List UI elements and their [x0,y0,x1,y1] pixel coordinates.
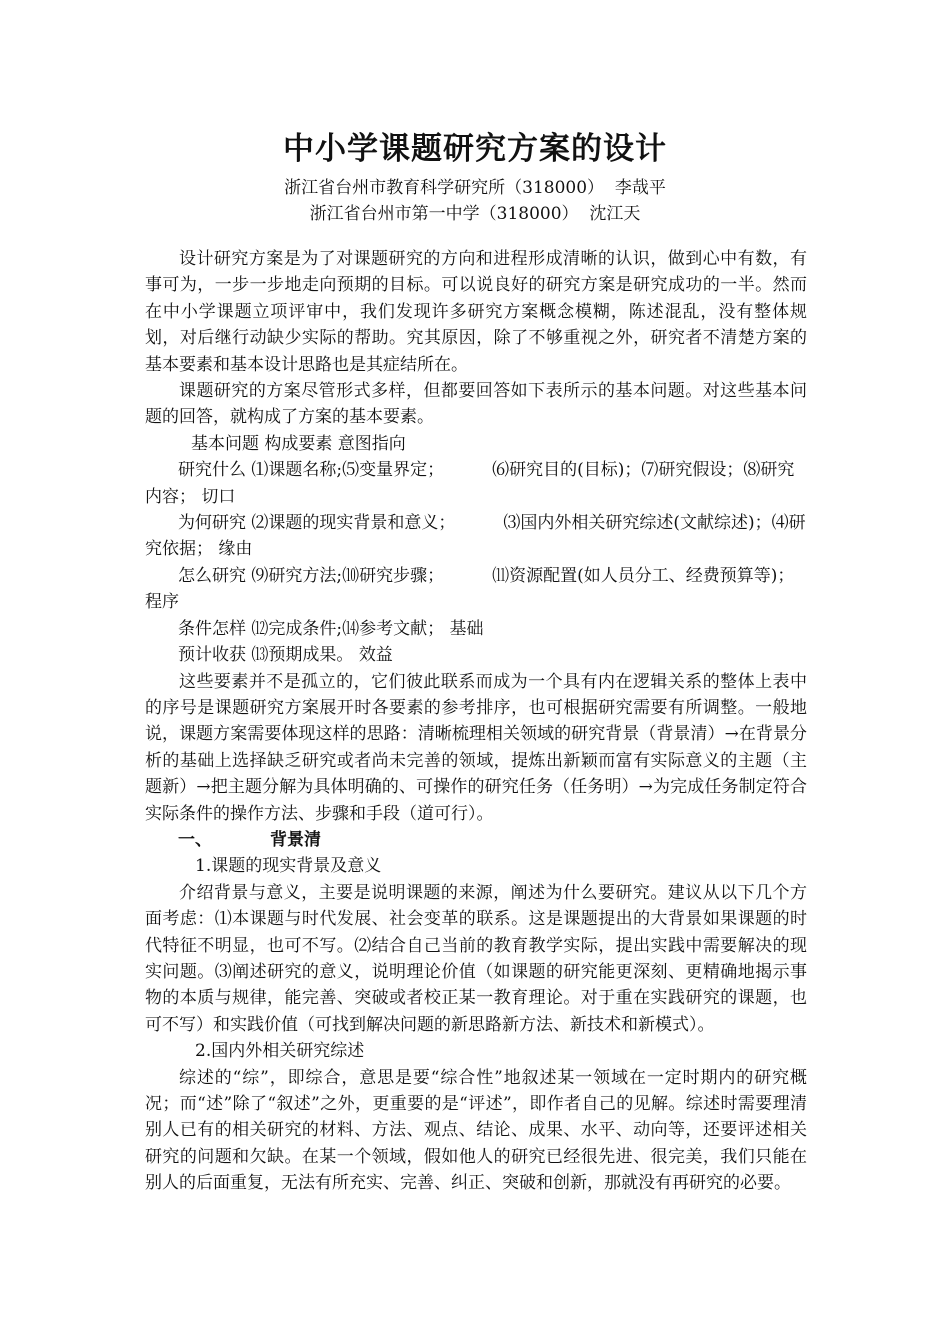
table-intent: 效益 [358,645,393,666]
table-question: 条件怎样 [178,618,246,639]
subsection-2-paragraph: 综述的“综”，即综合，意思是要“综合性”地叙述某一领域在一定时期内的研究概况；而“述”除了“叙述”之外，更重要的是“评述”，即作者自己的见解。综述时需要理清别人已有的相关研究的材料、方法、观点、结论、成果、水平、动向等，还要评述相关研究的问题和欠缺。在某一个领域，假如他人的研究已经很先进、很完美，我们只能在别人的后面重复，无法有所充实、完善、纠正、突破和创新，那就没有再研究的必要。 [145,1067,807,1194]
subsection-heading-2: 2.国内外相关研究综述 [195,1041,365,1062]
table-element-a: ⑼研究方法;⑽研究步骤； [251,565,445,586]
section-heading [145,827,807,853]
table-question: 怎么研究 [178,565,246,586]
table-question: 研究什么 [178,460,246,481]
table-question: 预计收获 [178,645,246,666]
table-intent: 缘由 [218,539,253,560]
table-intent: 切口 [201,486,236,507]
table-element-b: ⑾资源配置(如人员分工、经费预算等)； [492,565,795,586]
table-row [145,642,807,668]
document-body [145,246,807,1197]
intro-paragraph-2: 课题研究的方案尽管形式多样，但都要回答如下表所示的基本问题。对这些基本问题的回答，就构成了方案的基本要素。 [145,381,807,428]
table-element-b: ⑶国内外相关研究综述(文献综述)；⑷研究依据； [145,513,806,560]
author-line-2: 浙江省台州市第一中学（318000） 沈江天 [309,204,641,224]
subsection-1-paragraph: 介绍背景与意义，主要是说明课题的来源，阐述为什么要研究。建议从以下几个方面考虑：⑴本课题与时代发展、社会变革的联系。这是课题提出的大背景如果课题的时代特征不明显，也可不写。⑵结合自己当前的教育教学实际，提出实践中需要解决的现实问题。⑶阐述研究的意义，说明理论价值（如课题的研究能更深刻、更精确地揭示事物的本质与规律，能完善、突破或者校正某一教育理论。对于重在实践研究的课题，也可不写）和实践价值（可找到解决问题的新思路新方法、新技术和新模式）。 [145,882,807,1035]
logic-paragraph: 这些要素并不是孤立的，它们彼此联系而成为一个具有内在逻辑关系的整体上表中的序号是课题研究方案展开时各要素的参考排序，也可根据研究需要有所调整。一般地说，课题方案需要体现这样的思路：清晰梳理相关领域的研究背景（背景清）→在背景分析的基础上选择缺乏研究或者尚未完善的领域，提炼出新颖而富有实际意义的主题（主题新）→把主题分解为具体明确的、可操作的研究任务（任务明）→为完成任务制定符合实际条件的操作方法、步骤和手段（道可行）。 [145,671,807,824]
table-element-a: ⒀预期成果。 [251,645,354,666]
document-title: 中小学课题研究方案的设计 [283,131,667,167]
section-number: 一、 [178,829,212,850]
table-row [145,616,807,642]
subsection-heading-1: 1.课题的现实背景及意义 [195,856,382,877]
table-element-a: ⑵课题的现实背景和意义； [251,513,456,534]
table-element-a: ⑴课题名称;⑸变量界定； [251,460,445,481]
table-element-a: ⑿完成条件;⒁参考文献； [251,618,445,639]
table-intent: 程序 [145,592,179,613]
table-row [145,563,807,616]
table-header: 基本问题 构成要素 意图指向 [191,433,406,454]
table-element-b: ⑹研究目的(目标)；⑺研究假设；⑻研究内容； [145,460,795,507]
table-row [145,510,807,563]
table-intent: 基础 [449,618,484,639]
section-title: 背景清 [270,829,321,850]
table-row [145,457,807,510]
intro-paragraph-1: 设计研究方案是为了对课题研究的方向和进程形成清晰的认识，做到心中有数，有事可为，一步一步地走向预期的目标。可以说良好的研究方案是研究成功的一半。然而在中小学课题立项评审中，我们发现许多研究方案概念模糊，陈述混乱，没有整体规划，对后继行动缺少实际的帮助。究其原因，除了不够重视之外，研究者不清楚方案的基本要素和基本设计思路也是其症结所在。 [145,249,807,375]
author-line-1: 浙江省台州市教育科学研究所（318000） 李哉平 [284,178,666,198]
table-question: 为何研究 [178,513,246,534]
